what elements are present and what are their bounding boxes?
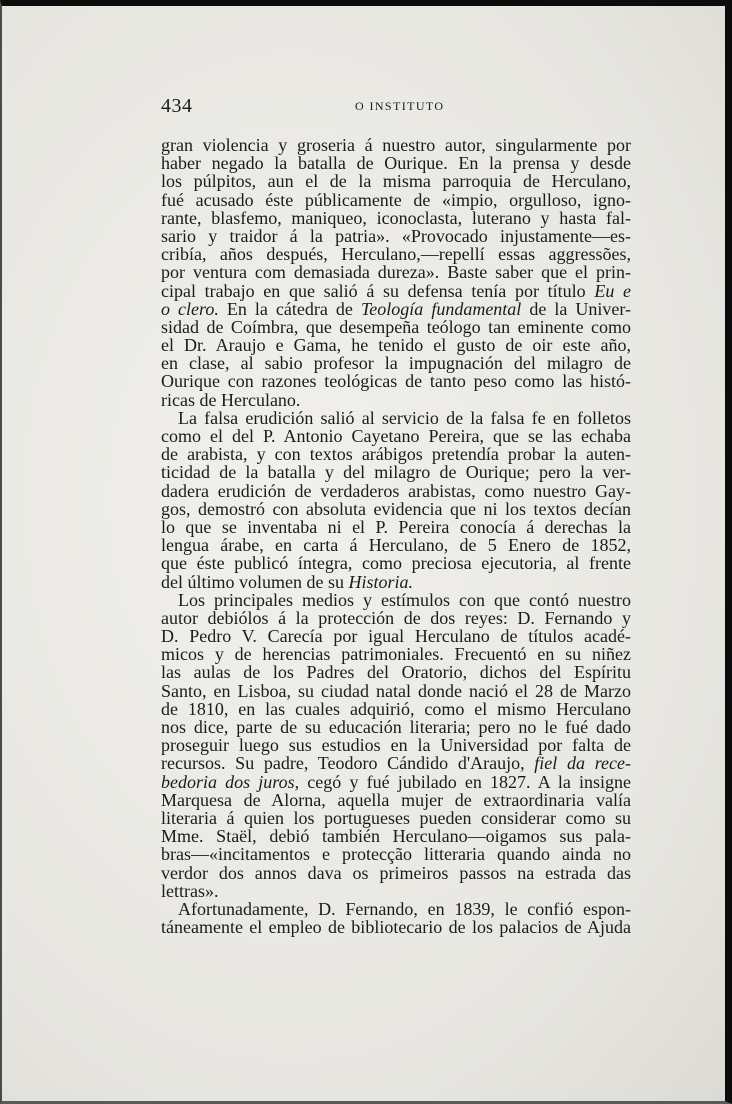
text-line (161, 900, 631, 918)
text-line (161, 845, 631, 863)
text-run: fué acusado éste públicamente de «impio, orgulloso, igno- (161, 189, 631, 210)
text-run: haber negado la batalla de Ourique. En la prensa y desde (161, 153, 631, 174)
text-run: La falsa erudición salió al servicio de la falsa fe en folletos (178, 407, 631, 428)
text-run: de 1810, en las cuales adquirió, como el mismo Herculano (161, 698, 631, 719)
text-line (161, 409, 631, 427)
text-run: táneamente el empleo de bibliotecario de los palacios de Ajuda (161, 917, 631, 938)
text-run: recursos. Su padre, Teodoro Cándido d'Araujo, (161, 753, 535, 774)
italic-text: bedoria dos juros, (161, 771, 300, 792)
text-run: en clase, al sabio profesor la impugnación del milagro de (161, 353, 631, 374)
text-line (161, 282, 631, 300)
text-run: el Dr. Araujo e Gama, he tenido el gusto de oir este año, (161, 335, 631, 356)
text-line (161, 391, 631, 409)
text-run: verdor dos annos dava os primeiros passos na estrada das (161, 862, 631, 883)
paragraph (161, 591, 631, 900)
text-line (161, 609, 631, 627)
text-run: las aulas de los Padres del Oratorio, dichos del Espíritu (161, 662, 631, 683)
text-line (161, 227, 631, 245)
text-run: ricas de Herculano. (161, 389, 301, 410)
text-run: que éste publicó íntegra, como preciosa ejecutoria, al frente (161, 553, 631, 574)
text-line (161, 154, 631, 172)
text-run: de la Univer- (521, 298, 631, 319)
text-run: rante, blasfemo, maniqueo, iconoclasta, luterano y hasta fal- (161, 207, 631, 228)
text-line (161, 482, 631, 500)
text-run: de arabista, y con textos arábigos pretendía probar la auten- (161, 444, 631, 465)
text-line (161, 773, 631, 791)
text-line (161, 172, 631, 190)
text-line (161, 354, 631, 372)
text-run: ticidad de la batalla y del milagro de Ourique; pero la ver- (161, 462, 631, 483)
running-head: O INSTITUTO (355, 99, 445, 113)
text-line (161, 518, 631, 536)
text-run: lengua árabe, en carta á Herculano, de 5 Enero de 1852, (161, 535, 631, 556)
text-line (161, 536, 631, 554)
text-run: por ventura com demasiada dureza». Baste saber que el prin- (161, 262, 631, 283)
text-run: los púlpitos, aun el de la misma parroquia de Herculano, (161, 171, 631, 192)
text-run: bras—«incitamentos e protecção litteraria quando ainda no (161, 844, 631, 865)
italic-text: fiel da rece- (534, 753, 631, 774)
text-run: nos dice, parte de su educación literaria; pero no le fué dado (161, 717, 631, 737)
text-run: Ourique con razones teológicas de tanto peso como las histó- (161, 371, 631, 392)
text-line (161, 864, 631, 882)
text-run: D. Pedro V. Carecía por igual Herculano de títulos acadé- (161, 626, 631, 647)
italic-text: Historia. (348, 571, 413, 592)
text-line (161, 573, 631, 591)
text-line (161, 682, 631, 700)
text-run: gos, demostró con absoluta evidencia que ni los textos decían (161, 498, 631, 519)
page-number: 434 (161, 95, 193, 117)
text-line (161, 463, 631, 481)
text-run: cegó y fué jubilado en 1827. A la insigne (299, 771, 631, 792)
text-line (161, 191, 631, 209)
paragraph (161, 409, 631, 591)
text-line (161, 627, 631, 645)
text-line (161, 754, 631, 772)
italic-text: Eu e (594, 280, 632, 301)
text-run: proseguir luego sus estudios en la Universidad por falta de (161, 735, 631, 756)
text-run: gran violencia y groseria á nuestro autor, singularmente por (161, 135, 631, 155)
text-line (161, 882, 631, 900)
text-run: cribía, años después, Herculano,—repellí essas aggressões, (161, 244, 631, 265)
text-run: sario y traidor á la patria». «Provocado injustamente—es- (161, 225, 631, 246)
text-run: sidad de Coímbra, que desempeña teólogo tan eminente como (161, 316, 631, 337)
paragraph (161, 900, 631, 936)
text-run: cipal trabajo en que salió á su defensa tenía por título (161, 280, 595, 301)
text-line (161, 245, 631, 263)
text-run: dadera erudición de verdaderos arabistas, como nuestro Gay- (161, 480, 631, 501)
text-line (161, 554, 631, 572)
text-run: En la cátedra de (218, 298, 361, 319)
text-line (161, 827, 631, 845)
text-run: autor debiólos á la protección de dos reyes: D. Fernando y (161, 607, 631, 628)
italic-text: Teología fundamental (360, 298, 522, 319)
paragraph (161, 136, 631, 409)
page-header (161, 94, 631, 118)
text-run: lettras». (161, 880, 219, 901)
text-line (161, 336, 631, 354)
text-run: literaria á quien los portugueses pueden considerar como su (161, 807, 631, 828)
text-line (161, 663, 631, 681)
text-line (161, 445, 631, 463)
text-line (161, 318, 631, 336)
text-run: Los principales medios y estímulos con que contó nuestro (178, 589, 631, 610)
text-run: Afortunadamente, D. Fernando, en 1839, le confió espon- (178, 898, 631, 919)
text-line (161, 591, 631, 609)
text-line (161, 918, 631, 936)
text-line (161, 136, 631, 154)
text-line (161, 809, 631, 827)
text-run: como el del P. Antonio Cayetano Pereira, que se las echaba (161, 426, 631, 446)
text-run: del último volumen de su (161, 571, 349, 592)
text-line (161, 372, 631, 390)
text-line (161, 700, 631, 718)
text-run: Mme. Staël, debió también Herculano—oigamos sus pala- (161, 826, 631, 847)
text-line (161, 300, 631, 318)
text-line (161, 500, 631, 518)
text-run: lo que se inventaba ni el P. Pereira conocía á derechas la (161, 516, 631, 537)
text-run: Marquesa de Alorna, aquella mujer de extraordinaria valía (161, 789, 631, 810)
text-run: Santo, en Lisboa, su ciudad natal donde nació el 28 de Marzo (161, 680, 631, 701)
text-line (161, 736, 631, 754)
text-line (161, 209, 631, 227)
text-line (161, 791, 631, 809)
text-line (161, 645, 631, 663)
body-text (161, 136, 631, 936)
text-run: micos y de herencias patrimoniales. Frecuentó en su niñez (161, 644, 631, 665)
italic-text: o clero. (161, 298, 219, 319)
text-line (161, 718, 631, 736)
text-line (161, 263, 631, 281)
text-line (161, 427, 631, 445)
